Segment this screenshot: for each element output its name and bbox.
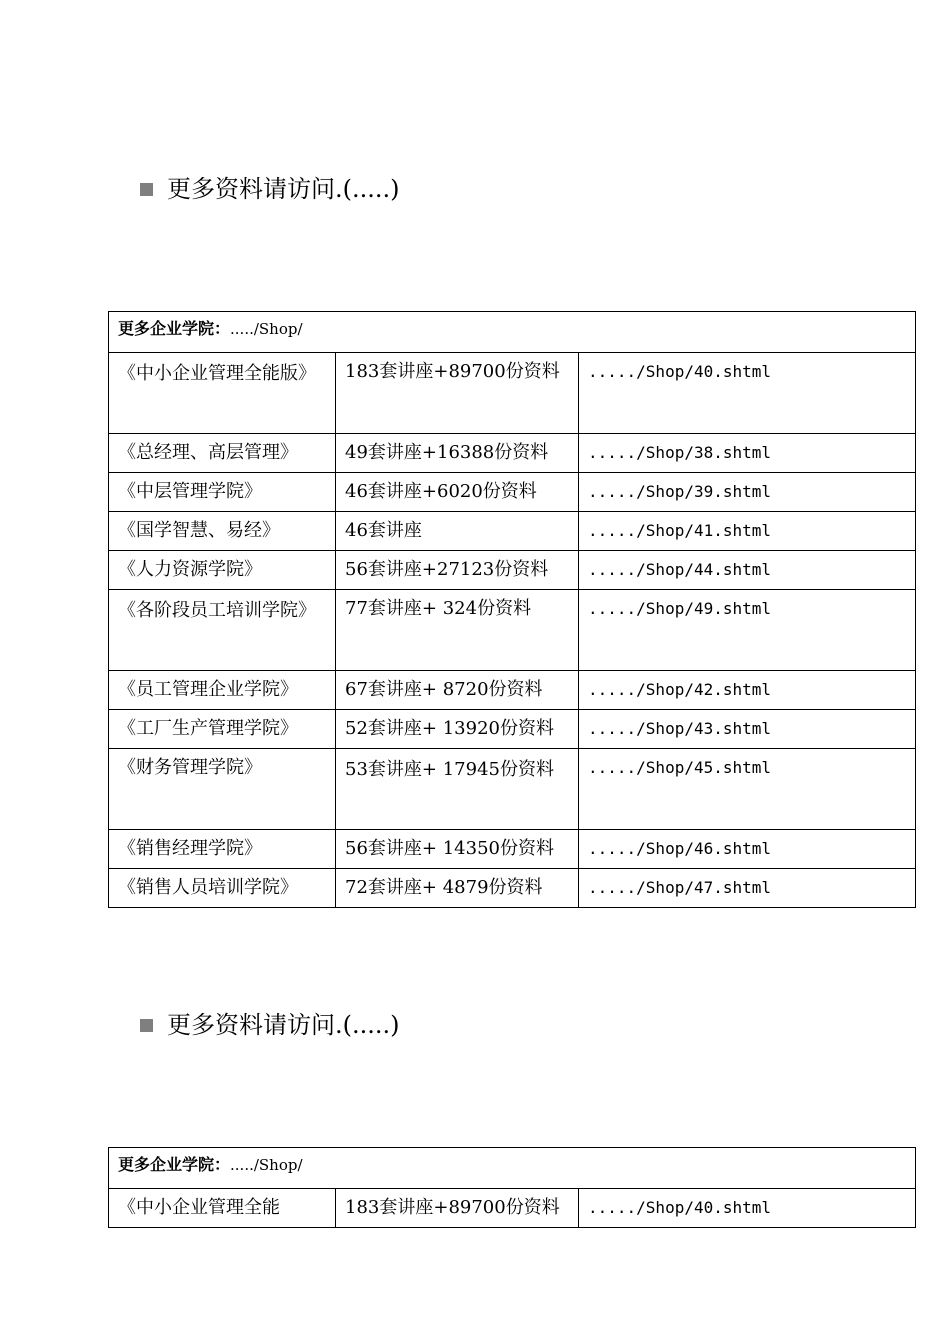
visit-more-heading [140, 174, 400, 204]
table-header-cell [109, 312, 916, 353]
course-name: 《员工管理企业学院》 [109, 671, 336, 710]
heading-text: 更多资料请访问.(.....) [167, 175, 400, 203]
course-url[interactable]: ...../Shop/39.shtml [579, 473, 916, 512]
square-bullet-icon [140, 183, 153, 196]
course-url[interactable]: ...../Shop/42.shtml [579, 671, 916, 710]
course-url[interactable]: ...../Shop/40.shtml [579, 1189, 916, 1228]
table-row [109, 749, 916, 830]
course-url[interactable]: ...../Shop/47.shtml [579, 869, 916, 908]
table-row [109, 353, 916, 434]
course-desc: 72套讲座+ 4879份资料 [336, 869, 579, 908]
course-name: 《人力资源学院》 [109, 551, 336, 590]
table-row [109, 590, 916, 671]
course-url[interactable]: ...../Shop/49.shtml [579, 590, 916, 671]
table-row [109, 671, 916, 710]
course-desc: 46套讲座+6020份资料 [336, 473, 579, 512]
course-name: 《总经理、高层管理》 [109, 434, 336, 473]
course-desc: 56套讲座+ 14350份资料 [336, 830, 579, 869]
table-header-row [109, 312, 916, 353]
course-url[interactable]: ...../Shop/41.shtml [579, 512, 916, 551]
course-name: 《中小企业管理全能版》 [109, 353, 336, 434]
heading-text: 更多资料请访问.(.....) [167, 1011, 400, 1039]
course-name: 《国学智慧、易经》 [109, 512, 336, 551]
table-row [109, 473, 916, 512]
table-row [109, 512, 916, 551]
table-header-url[interactable]: ...../Shop/ [230, 320, 303, 338]
table-row [109, 830, 916, 869]
resource-table-2 [108, 1147, 916, 1228]
table-header-label: 更多企业学院： [118, 319, 231, 338]
course-name: 《中小企业管理全能 [109, 1189, 336, 1228]
course-url[interactable]: ...../Shop/40.shtml [579, 353, 916, 434]
course-desc: 77套讲座+ 324份资料 [336, 590, 579, 671]
course-name: 《中层管理学院》 [109, 473, 336, 512]
course-url[interactable]: ...../Shop/45.shtml [579, 749, 916, 830]
table-row [109, 710, 916, 749]
table-row [109, 434, 916, 473]
table-header-cell [109, 1148, 916, 1189]
course-name: 《销售经理学院》 [109, 830, 336, 869]
course-url[interactable]: ...../Shop/46.shtml [579, 830, 916, 869]
table-row [109, 1189, 916, 1228]
table-header-label: 更多企业学院： [118, 1155, 231, 1174]
table-header-row [109, 1148, 916, 1189]
course-name: 《工厂生产管理学院》 [109, 710, 336, 749]
course-url[interactable]: ...../Shop/43.shtml [579, 710, 916, 749]
table-header-url[interactable]: ...../Shop/ [230, 1156, 303, 1174]
course-name: 《财务管理学院》 [109, 749, 336, 830]
square-bullet-icon [140, 1019, 153, 1032]
resource-table [108, 311, 916, 908]
course-desc: 46套讲座 [336, 512, 579, 551]
course-desc: 52套讲座+ 13920份资料 [336, 710, 579, 749]
course-name: 《各阶段员工培训学院》 [109, 590, 336, 671]
course-url[interactable]: ...../Shop/38.shtml [579, 434, 916, 473]
visit-more-heading-2 [140, 1010, 400, 1040]
course-desc: 67套讲座+ 8720份资料 [336, 671, 579, 710]
course-desc: 183套讲座+89700份资料 [336, 353, 579, 434]
course-name: 《销售人员培训学院》 [109, 869, 336, 908]
course-desc: 183套讲座+89700份资料 [336, 1189, 579, 1228]
course-desc: 49套讲座+16388份资料 [336, 434, 579, 473]
course-url[interactable]: ...../Shop/44.shtml [579, 551, 916, 590]
course-desc: 53套讲座+ 17945份资料 [336, 749, 579, 830]
course-desc: 56套讲座+27123份资料 [336, 551, 579, 590]
table-row [109, 551, 916, 590]
table-row [109, 869, 916, 908]
